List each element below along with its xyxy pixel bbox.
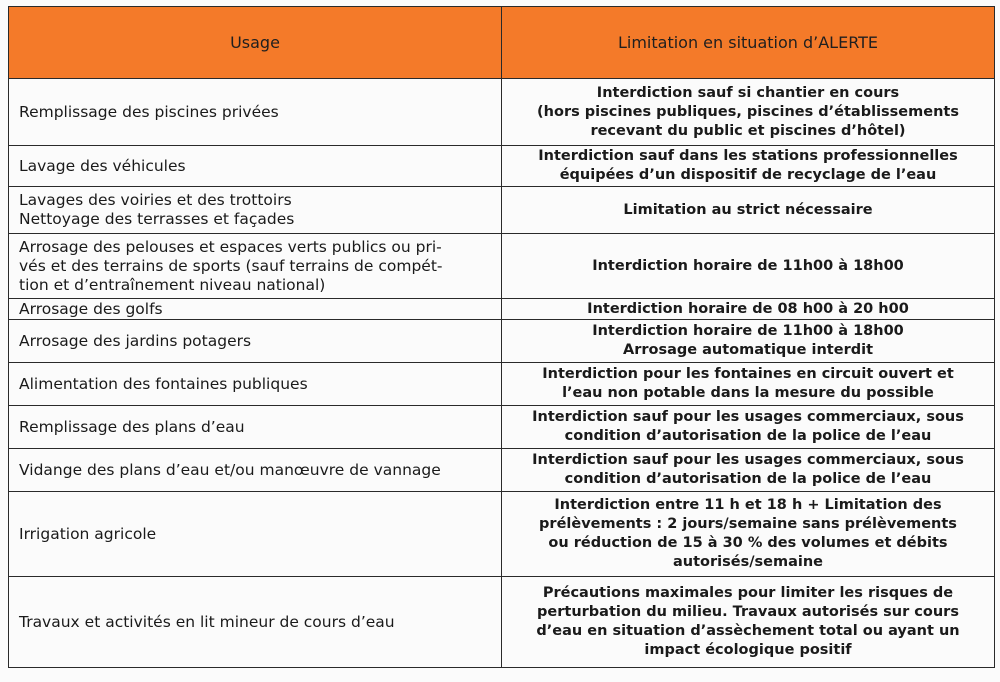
- table-header-row: [9, 7, 995, 79]
- limitation-line: Interdiction sauf pour les usages commerciaux, sous: [532, 409, 964, 425]
- limitation-cell: [502, 187, 995, 234]
- usage-line: Arrosage des golfs: [19, 299, 163, 318]
- usage-line: Arrosage des jardins potagers: [19, 331, 252, 350]
- table-row: [9, 577, 995, 668]
- limitation-line: (hors piscines publiques, piscines d’établissements: [537, 103, 959, 120]
- usage-line: Nettoyage des terrasses et façades: [19, 210, 295, 228]
- limitation-line: autorisés/semaine: [673, 554, 823, 570]
- limitation-cell: [502, 577, 995, 668]
- water-restriction-table: [8, 6, 995, 668]
- limitation-cell: [502, 146, 995, 187]
- usage-line: Arrosage des pelouses et espaces verts publics ou pri-: [19, 237, 442, 256]
- limitation-line: Interdiction horaire de 11h00 à 18h00: [592, 257, 904, 274]
- limitation-line: Interdiction entre 11 h et 18 h + Limitation des: [554, 497, 942, 513]
- usage-cell: [9, 146, 502, 187]
- limitation-line: équipées d’un dispositif de recyclage de l’eau: [559, 167, 937, 183]
- limitation-line: condition d’autorisation de la police de l’eau: [564, 428, 932, 444]
- limitation-cell: [502, 79, 995, 146]
- limitation-line: ou réduction de 15 à 30 % des volumes et débits: [548, 535, 948, 551]
- table-row: [9, 363, 995, 406]
- limitation-line: condition d’autorisation de la police de l’eau: [564, 471, 932, 487]
- usage-cell: [9, 299, 502, 320]
- table-row: [9, 449, 995, 492]
- limitation-cell: [502, 492, 995, 577]
- usage-line: Lavage des véhicules: [19, 156, 186, 175]
- table-row: [9, 406, 995, 449]
- table-row: [9, 146, 995, 187]
- table-row: [9, 320, 995, 363]
- usage-cell: [9, 492, 502, 577]
- table-row: [9, 79, 995, 146]
- usage-line: Remplissage des plans d’eau: [19, 417, 245, 436]
- limitation-line: prélèvements : 2 jours/semaine sans prélèvements: [539, 516, 957, 532]
- usage-cell: [9, 406, 502, 449]
- limitation-line: Interdiction horaire de 08 h00 à 20 h00: [587, 300, 909, 317]
- limitation-line: Interdiction sauf dans les stations professionnelles: [538, 148, 958, 164]
- usage-line: Irrigation agricole: [19, 524, 157, 543]
- header-limitation: Limitation en situation d’ALERTE: [502, 7, 995, 79]
- usage-line: Lavages des voiries et des trottoirs: [19, 191, 292, 209]
- usage-line: Travaux et activités en lit mineur de cours d’eau: [19, 612, 395, 631]
- usage-cell: [9, 187, 502, 234]
- usage-cell: [9, 234, 502, 299]
- limitation-line: recevant du public et piscines d’hôtel): [590, 122, 906, 139]
- table-row: [9, 234, 995, 299]
- limitation-cell: [502, 299, 995, 320]
- limitation-line: Interdiction sauf pour les usages commerciaux, sous: [532, 452, 964, 468]
- header-usage: Usage: [9, 7, 502, 79]
- usage-cell: [9, 79, 502, 146]
- usage-line: tion et d’entraînement niveau national): [19, 275, 326, 294]
- limitation-line: Interdiction pour les fontaines en circuit ouvert et: [542, 366, 954, 382]
- usage-line: Alimentation des fontaines publiques: [19, 374, 308, 393]
- usage-cell: [9, 449, 502, 492]
- limitation-cell: [502, 406, 995, 449]
- limitation-cell: [502, 320, 995, 363]
- table-row: [9, 299, 995, 320]
- usage-line: vés et des terrains de sports (sauf terrains de compét-: [19, 256, 443, 275]
- table-row: [9, 187, 995, 234]
- usage-line: Vidange des plans d’eau et/ou manœuvre de vannage: [19, 460, 441, 479]
- limitation-line: l’eau non potable dans la mesure du possible: [562, 385, 934, 401]
- limitation-cell: [502, 234, 995, 299]
- limitation-line: Interdiction sauf si chantier en cours: [596, 84, 900, 101]
- limitation-cell: [502, 449, 995, 492]
- usage-line: Remplissage des piscines privées: [19, 102, 279, 121]
- limitation-line: Précautions maximales pour limiter les risques de: [542, 585, 954, 601]
- limitation-cell: [502, 363, 995, 406]
- limitation-line: Arrosage automatique interdit: [622, 342, 874, 358]
- usage-cell: [9, 577, 502, 668]
- limitation-line: impact écologique positif: [644, 642, 852, 658]
- limitation-line: Interdiction horaire de 11h00 à 18h00: [592, 323, 904, 339]
- usage-cell: [9, 363, 502, 406]
- usage-cell: [9, 320, 502, 363]
- limitation-line: Limitation au strict nécessaire: [623, 201, 873, 218]
- table-row: [9, 492, 995, 577]
- limitation-line: d’eau en situation d’assèchement total ou ayant un: [536, 623, 960, 639]
- limitation-line: perturbation du milieu. Travaux autorisés sur cours: [537, 604, 959, 620]
